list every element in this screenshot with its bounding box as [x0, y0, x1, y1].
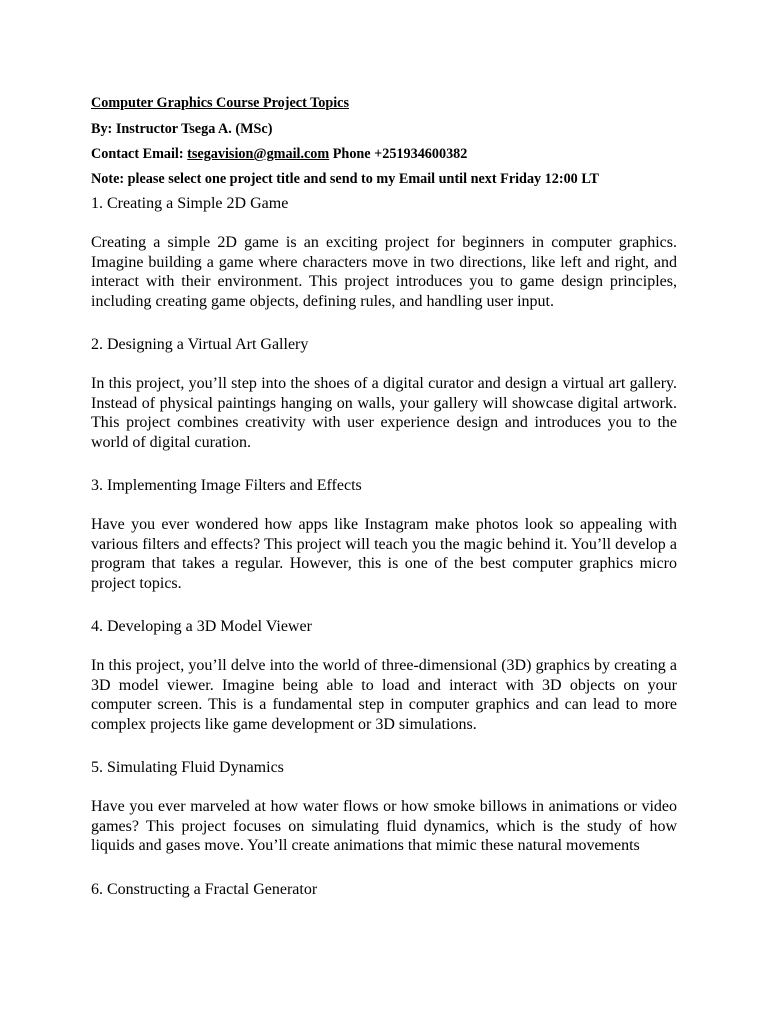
- section-paragraph: Have you ever marveled at how water flows or how smoke billows in animations or video games? This project focuses on simulating fluid dynamics, which is the study of how liquids and gases move. You’ll create animations that mimic these natural movements: [91, 798, 677, 854]
- section: [91, 335, 677, 452]
- contact-label: Contact Email:: [91, 146, 188, 162]
- section-paragraph: In this project, you’ll delve into the world of three-dimensional (3D) graphics by creating a 3D model viewer. Imagine being able to load and interact with 3D objects on your computer screen. This is a fundamental step in computer graphics and can lead to more complex projects like game development or 3D simulations.: [91, 657, 677, 733]
- instructor-line: By: Instructor Tsega A. (MSc): [91, 121, 273, 137]
- section-heading: 6. Constructing a Fractal Generator: [91, 880, 318, 898]
- section-paragraph: In this project, you’ll step into the shoes of a digital curator and design a virtual art gallery. Instead of physical paintings hanging on walls, your gallery will showcase digital artwork. This project combines creativity with user experience design and introduces you to the world of digital curation.: [91, 375, 677, 451]
- section-paragraph: Creating a simple 2D game is an exciting project for beginners in computer graphics. Imagine building a game where characters move in two directions, like left and right, and interact with their environment. This project introduces you to game design principles, including creating game objects, defining rules, and handling user input.: [91, 234, 677, 310]
- note-line: Note: please select one project title and send to my Email until next Friday 12:00 LT: [91, 171, 599, 187]
- document-title: Computer Graphics Course Project Topics: [91, 95, 349, 111]
- section: [91, 880, 677, 900]
- phone-text: Phone +251934600382: [329, 146, 468, 162]
- section: [91, 758, 677, 856]
- section: [91, 617, 677, 734]
- section-heading: 2. Designing a Virtual Art Gallery: [91, 336, 309, 353]
- section-heading: 5. Simulating Fluid Dynamics: [91, 759, 284, 776]
- section-heading: 4. Developing a 3D Model Viewer: [91, 618, 312, 635]
- contact-line: [91, 146, 677, 163]
- section-heading: 3. Implementing Image Filters and Effects: [91, 477, 362, 494]
- section-heading: 1. Creating a Simple 2D Game: [91, 195, 289, 212]
- section-paragraph: Have you ever wondered how apps like Instagram make photos look so appealing with various filters and effects? This project will teach you the magic behind it. You’ll develop a program that takes a regular. However, this is one of the best computer graphics micro project topics.: [91, 516, 677, 592]
- email-link[interactable]: tsegavision@gmail.com: [187, 146, 330, 162]
- section: [91, 476, 677, 593]
- section: [91, 194, 677, 311]
- document-page: [91, 92, 677, 919]
